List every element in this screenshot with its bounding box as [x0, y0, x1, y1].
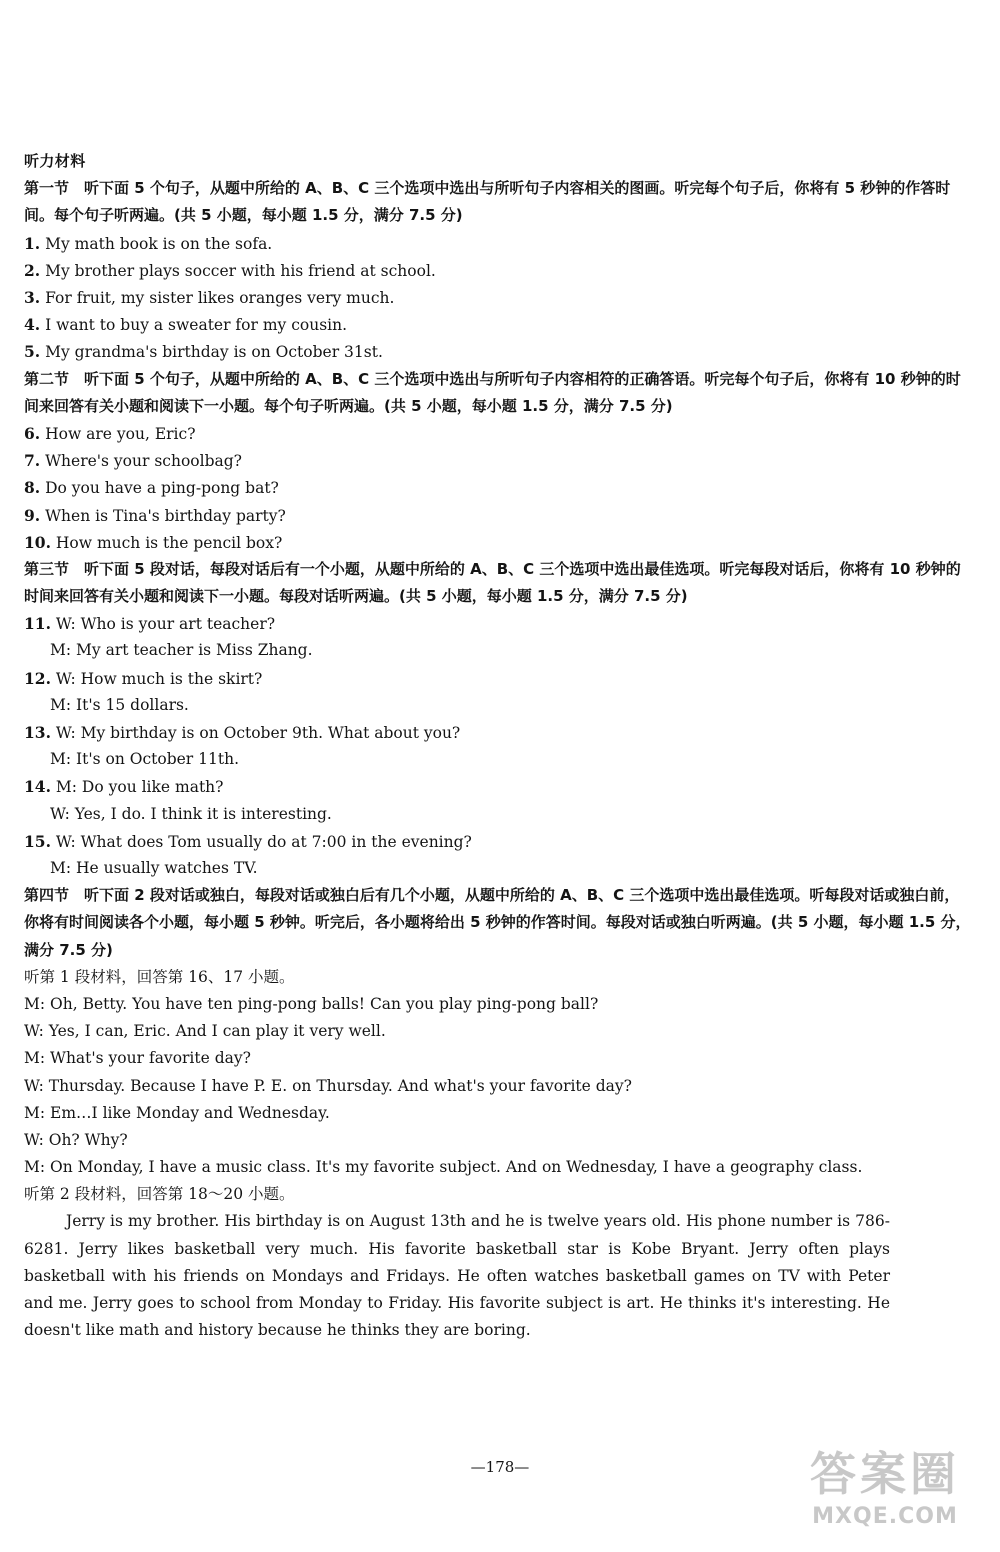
watermark-logo — [780, 1444, 990, 1544]
section-2-items — [24, 420, 974, 556]
dialogue-line: M: Oh, Betty. You have ten ping-pong balls! Can you play ping-pong ball? — [24, 994, 599, 1013]
list-item: 7. Where's your schoolbag? — [24, 451, 242, 471]
section-3-items — [24, 610, 974, 882]
dialogue-line: 11. W: Who is your art teacher? — [24, 614, 276, 634]
dialogue-line: 13. W: My birthday is on October 9th. What about you? — [24, 723, 461, 743]
dialogue-line: W: Oh? Why? — [24, 1130, 128, 1149]
list-item: 6. How are you, Eric? — [24, 423, 196, 443]
dialogue-line: M: What's your favorite day? — [24, 1049, 251, 1068]
dialogue-line: M: It's on October 11th. — [50, 750, 239, 769]
material-1-label: 听第 1 段材料，回答第 16、17 小题。 — [24, 967, 295, 986]
dialogue-line: M: It's 15 dollars. — [50, 695, 189, 714]
dialogue-line: M: Em…I like Monday and Wednesday. — [24, 1103, 330, 1122]
list-item: 8. Do you have a ping-pong bat? — [24, 478, 279, 498]
material-2-label: 听第 2 段材料，回答第 18～20 小题。 — [24, 1185, 295, 1204]
section-1-items — [24, 230, 974, 366]
list-item: 10. How much is the pencil box? — [24, 532, 283, 552]
material-2-passage: Jerry is my brother. His birthday is on August 13th and he is twelve years old. His phone number is 786-6281. Jerry likes basketball very much. His favorite basketball star is Kobe Bryant. Jerry often plays basketball with his friends on Mondays and Fridays. He often watches basketball games on TV with Peter and me. Jerry goes to school from Monday to Friday. His favorite subject is art. He thinks it's interesting. He doesn't like math and history because he thinks they are boring. — [24, 1212, 890, 1340]
material-1-dialogue — [24, 991, 974, 1181]
dialogue-line: 14. M: Do you like math? — [24, 777, 224, 797]
list-item: 9. When is Tina's birthday party? — [24, 505, 286, 525]
page-number: —178— — [470, 1458, 530, 1476]
section-1-header: 第一节 听下面 5 个句子，从题中所给的 A、B、C 三个选项中选出与所听句子内容相关的图画。听完每个句子后，你将有 5 秒钟的作答时间。每个句子听两遍。(共 5 小题，每小题 1.5 分，满分 7.5 分) — [24, 179, 951, 225]
list-item: 3. For fruit, my sister likes oranges very much. — [24, 287, 395, 307]
dialogue-line: W: Thursday. Because I have P. E. on Thursday. And what's your favorite day? — [24, 1076, 632, 1095]
section-3-header: 第三节 听下面 5 段对话，每段对话后有一个小题，从题中所给的 A、B、C 三个选项中选出最佳选项。听完每段对话后，你将有 10 秒钟的时间来回答有关小题和阅读下一小题。每段对话听两遍。(共 5 小题，每小题 1.5 分，满分 7.5 分) — [24, 559, 961, 606]
list-item: 1. My math book is on the sofa. — [24, 233, 273, 253]
dialogue-line: 12. W: How much is the skirt? — [24, 668, 263, 688]
list-item: 4. I want to buy a sweater for my cousin. — [24, 315, 348, 335]
list-item: 2. My brother plays soccer with his friend at school. — [24, 260, 436, 280]
page-content — [24, 148, 974, 1344]
dialogue-line: M: On Monday, I have a music class. It's my favorite subject. And on Wednesday, I have a geography class. — [24, 1158, 863, 1177]
dialogue-line: M: He usually watches TV. — [50, 858, 258, 877]
watermark-text: 答案圈 — [810, 1447, 960, 1501]
dialogue-line: W: Yes, I do. I think it is interesting. — [50, 804, 332, 823]
page-title: 听力材料 — [24, 152, 86, 170]
watermark-url: MXQE.COM — [812, 1504, 958, 1529]
section-4-header: 第四节 听下面 2 段对话或独白，每段对话或独白后有几个小题，从题中所给的 A、B、C 三个选项中选出最佳选项。听每段对话或独白前，你将有时间阅读各个小题，每小题 5 秒钟。听完后，各小题将给出 5 秒钟的作答时间。每段对话或独白听两遍。(共 5 小题，每小题 1.5 分，满分 7.5 分) — [24, 886, 971, 959]
dialogue-line: M: My art teacher is Miss Zhang. — [50, 641, 313, 660]
dialogue-line: 15. W: What does Tom usually do at 7:00 in the evening? — [24, 831, 472, 851]
list-item: 5. My grandma's birthday is on October 31st. — [24, 342, 383, 362]
section-2-header: 第二节 听下面 5 个句子，从题中所给的 A、B、C 三个选项中选出与所听句子内容相符的正确答语。听完每个句子后，你将有 10 秒钟的时间来回答有关小题和阅读下一小题。每个句子听两遍。(共 5 小题，每小题 1.5 分，满分 7.5 分) — [24, 369, 961, 415]
dialogue-line: W: Yes, I can, Eric. And I can play it very well. — [24, 1022, 386, 1041]
